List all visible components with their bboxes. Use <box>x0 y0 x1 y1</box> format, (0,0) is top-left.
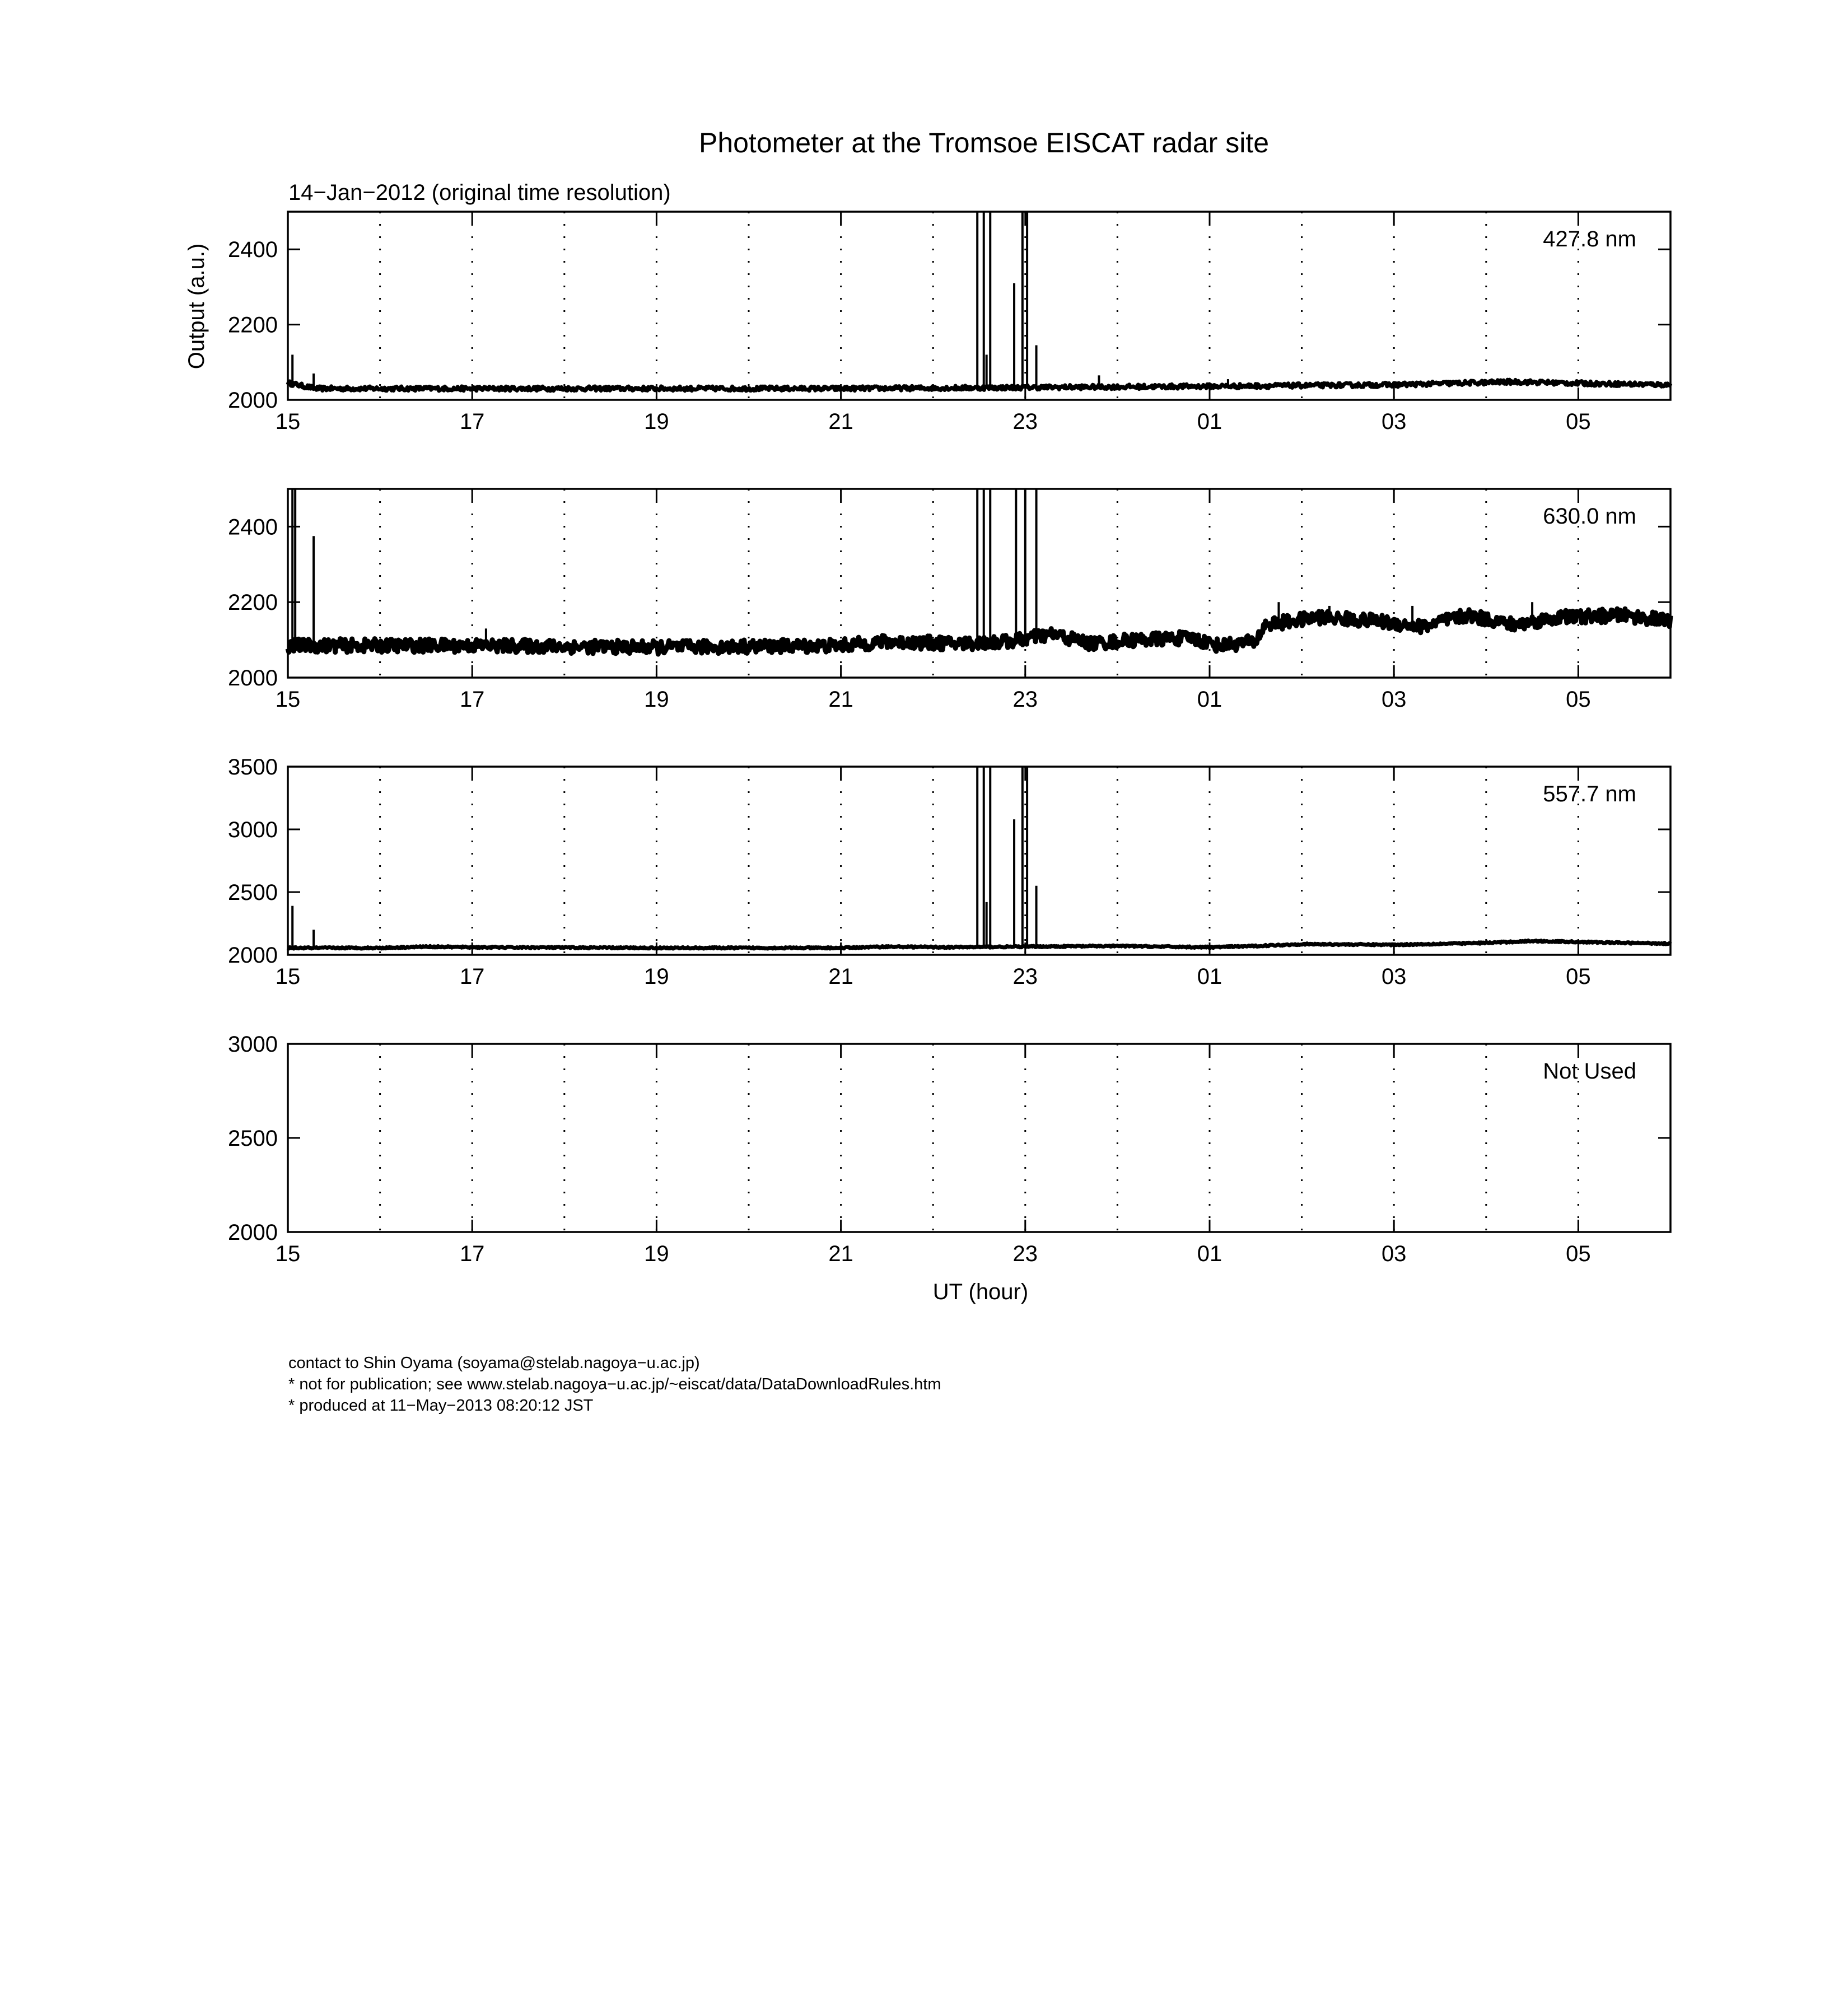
x-tick-label: 17 <box>459 409 485 434</box>
y-tick-label: 2200 <box>228 312 278 338</box>
x-tick-label: 15 <box>275 964 301 989</box>
x-tick-label: 05 <box>1566 687 1591 712</box>
axes-frame <box>288 212 1670 400</box>
x-tick-label: 19 <box>644 964 669 989</box>
y-tick-label: 3500 <box>228 755 278 780</box>
y-tick-label: 2000 <box>228 388 278 413</box>
x-tick-label: 05 <box>1566 409 1591 434</box>
x-tick-label: 19 <box>644 1242 669 1266</box>
footer-publication-note: * not for publication; see www.stelab.nagoya−u.ac.jp/~eiscat/data/DataDownloadRules.htm <box>288 1375 941 1393</box>
x-tick-label: 03 <box>1381 964 1407 989</box>
x-tick-label: 15 <box>275 1242 301 1266</box>
chart-panels <box>228 212 1670 1266</box>
y-tick-label: 2500 <box>228 880 278 905</box>
figure-subtitle: 14−Jan−2012 (original time resolution) <box>288 180 671 205</box>
y-tick-label: 2400 <box>228 237 278 263</box>
panel-4 <box>228 1032 1670 1266</box>
x-tick-label: 19 <box>644 409 669 434</box>
x-tick-label: 01 <box>1197 687 1222 712</box>
x-tick-label: 23 <box>1012 1242 1038 1266</box>
series-line <box>288 940 1670 949</box>
y-tick-label: 2500 <box>228 1126 278 1151</box>
axes-frame <box>288 767 1670 955</box>
x-tick-label: 01 <box>1197 409 1222 434</box>
y-tick-label: 2200 <box>228 590 278 615</box>
x-tick-label: 17 <box>459 687 485 712</box>
panel-2 <box>228 489 1670 712</box>
panel-1 <box>228 212 1670 434</box>
series-line <box>288 609 1670 654</box>
axes-frame <box>288 1044 1670 1232</box>
x-tick-label: 03 <box>1381 1242 1407 1266</box>
x-tick-label: 01 <box>1197 1242 1222 1266</box>
y-axis-label: Output (a.u.) <box>184 243 209 370</box>
y-tick-label: 2000 <box>228 943 278 968</box>
x-tick-label: 05 <box>1566 1242 1591 1266</box>
y-tick-label: 2400 <box>228 515 278 540</box>
x-tick-label: 23 <box>1012 687 1038 712</box>
x-tick-label: 21 <box>828 687 853 712</box>
panel-label: 427.8 nm <box>1543 227 1636 251</box>
figure-title: Photometer at the Tromsoe EISCAT radar site <box>698 127 1270 158</box>
x-tick-label: 03 <box>1381 409 1407 434</box>
footer-contact: contact to Shin Oyama (soyama@stelab.nagoya−u.ac.jp) <box>288 1354 700 1372</box>
y-tick-label: 3000 <box>228 1032 278 1057</box>
y-tick-label: 3000 <box>228 818 278 842</box>
x-tick-label: 19 <box>644 687 669 712</box>
x-tick-label: 21 <box>828 964 853 989</box>
panel-label: Not Used <box>1543 1059 1636 1084</box>
panel-label: 557.7 nm <box>1543 782 1636 806</box>
x-tick-label: 05 <box>1566 964 1591 989</box>
series-line <box>288 380 1670 391</box>
x-tick-label: 23 <box>1012 964 1038 989</box>
x-tick-label: 21 <box>828 1242 853 1266</box>
y-tick-label: 2000 <box>228 666 278 690</box>
y-tick-label: 2000 <box>228 1220 278 1245</box>
footer-produced-at: * produced at 11−May−2013 08:20:12 JST <box>288 1397 594 1415</box>
x-tick-label: 21 <box>828 409 853 434</box>
x-tick-label: 23 <box>1012 409 1038 434</box>
x-tick-label: 17 <box>459 1242 485 1266</box>
panel-label: 630.0 nm <box>1543 504 1636 529</box>
x-axis-label: UT (hour) <box>932 1280 1029 1304</box>
panel-3 <box>228 755 1670 989</box>
x-tick-label: 01 <box>1197 964 1222 989</box>
x-tick-label: 03 <box>1381 687 1407 712</box>
x-tick-label: 17 <box>459 964 485 989</box>
footer-notes <box>288 1352 941 1416</box>
x-tick-label: 15 <box>275 409 301 434</box>
x-tick-label: 15 <box>275 687 301 712</box>
